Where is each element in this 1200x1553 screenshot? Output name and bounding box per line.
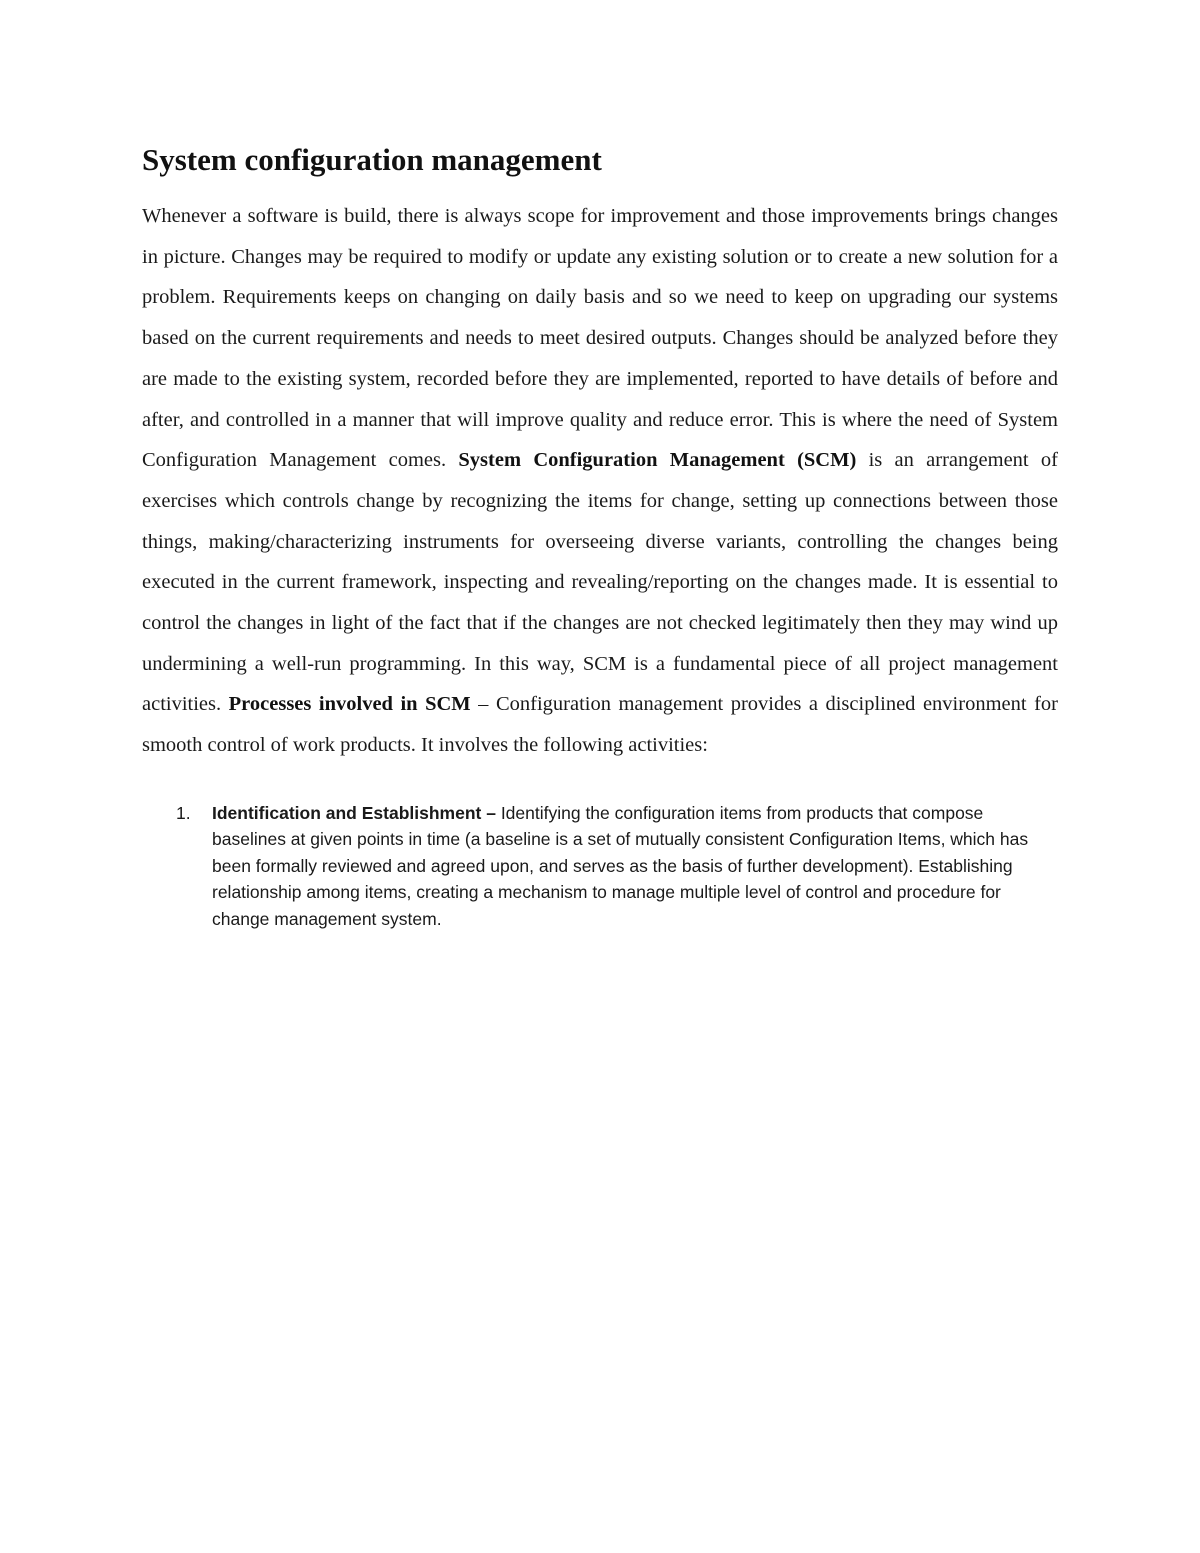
list-item-separator: – — [481, 802, 501, 823]
intro-text-part-2: is an arrangement of exercises which controls change by recognizing the items for change, setting up connections between those things, making/characterizing instruments for overseeing diverse variants, controlling the changes being executed in the current framework, inspecting and revealing/reporting on the changes made. It is essential to control the changes in light of the fact that if the changes are not checked legitimately then they may wind up undermining a well-run programming. In this way, SCM is a fundamental piece of all project management activities. — [142, 449, 1058, 716]
list-item — [142, 800, 1058, 933]
document-content — [142, 138, 1058, 932]
intro-text-part-1: Whenever a software is build, there is always scope for improvement and those improvements brings changes in picture. Changes may be required to modify or update any existing solution or to create a new solution for a problem. Requirements keeps on changing on daily basis and so we need to keep on upgrading our systems based on the current requirements and needs to meet desired outputs. Changes should be analyzed before they are made to the existing system, recorded before they are implemented, reported to have details of before and after, and controlled in a manner that will improve quality and reduce error. This is where the need of System Configuration Management comes. — [142, 205, 1058, 472]
activities-list — [142, 800, 1058, 933]
intro-text-part-3: – Configuration management provides a disciplined environment for smooth control of work products. It involves the following activities: — [142, 693, 1058, 757]
list-item-text: Identifying the configuration items from products that compose baselines at given points in time (a baseline is a set of mutually consistent Configuration Items, which has been formally reviewed and agreed upon, and serves as the basis of further development). Establishing relationship among items, creating a mechanism to manage multiple level of control and procedure for change management system. — [212, 802, 1029, 929]
processes-term-bold: Processes involved in SCM — [228, 693, 471, 716]
scm-term-bold: System Configuration Management (SCM) — [458, 449, 857, 472]
intro-paragraph — [142, 196, 1058, 766]
list-item-number: 1. — [176, 802, 191, 823]
list-item-title: Identification and Establishment — [212, 802, 482, 823]
document-title: System configuration management — [142, 142, 602, 177]
